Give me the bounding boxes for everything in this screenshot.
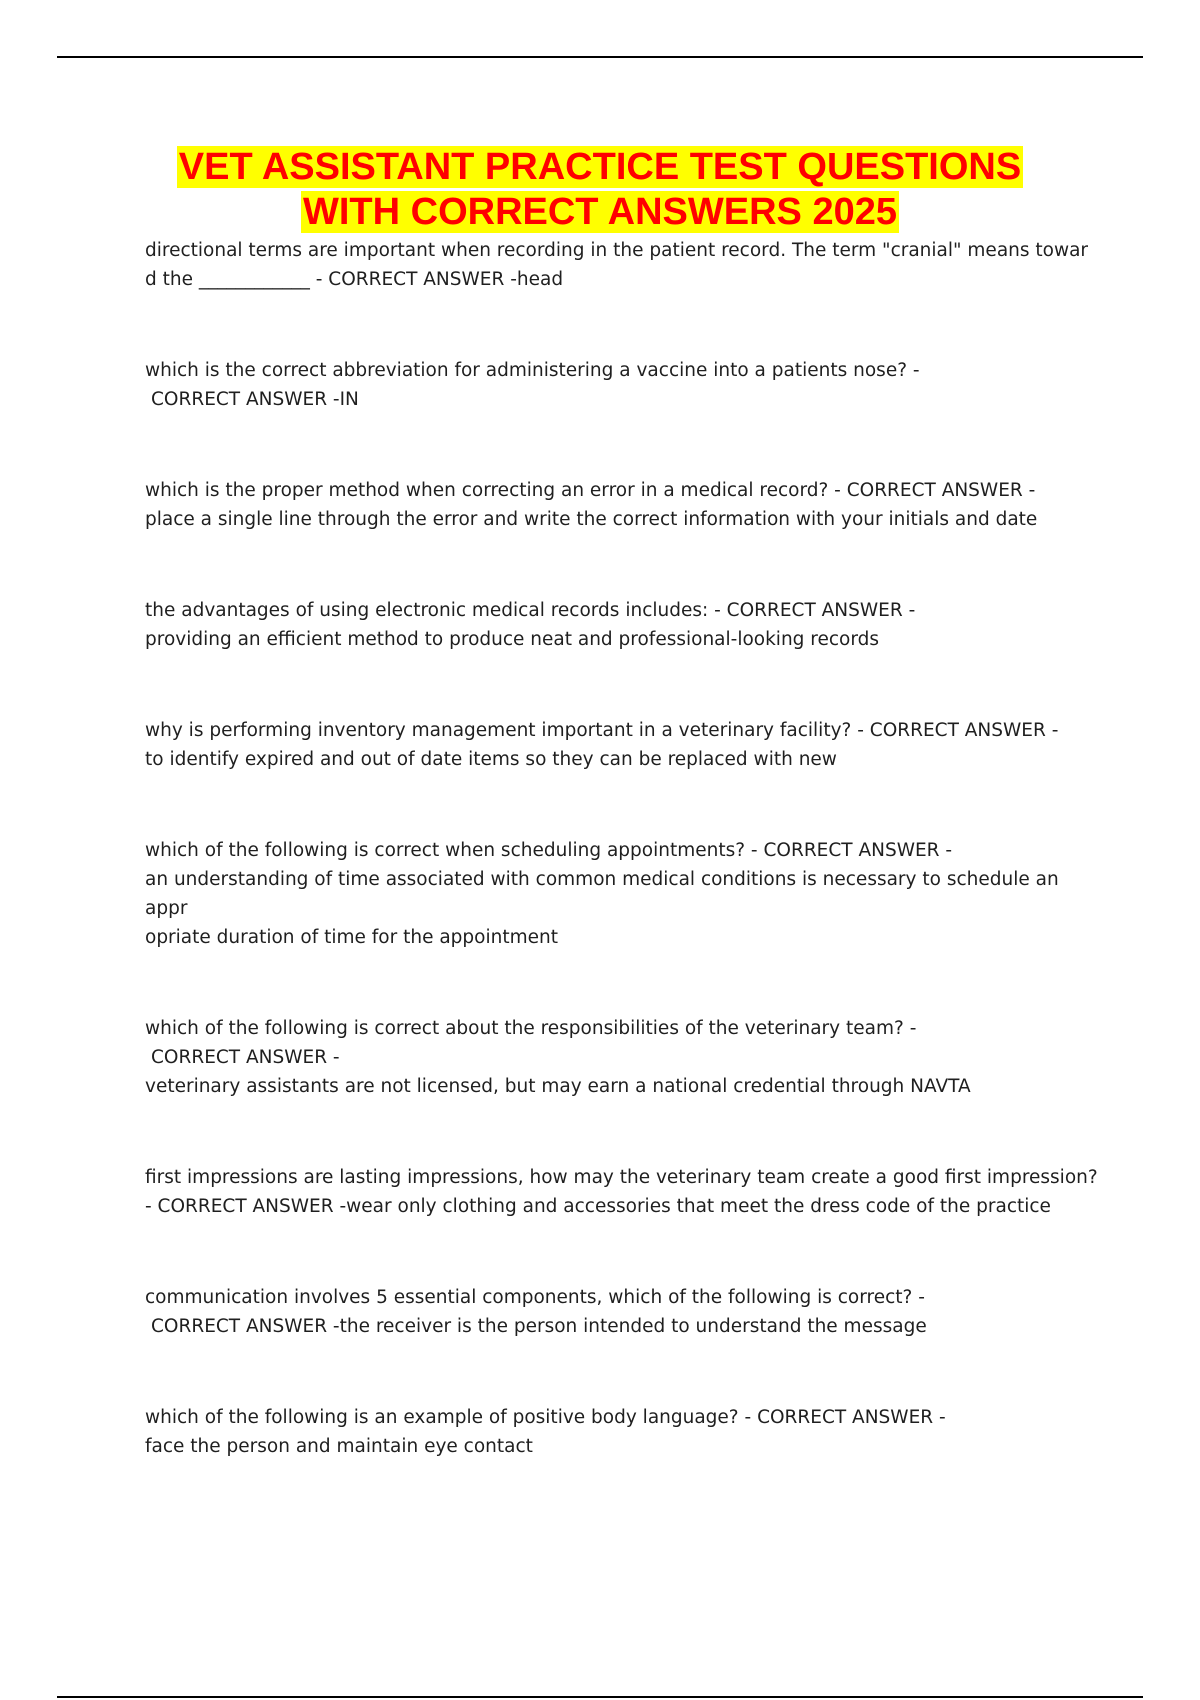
qa-line: opriate duration of time for the appointment — [145, 927, 558, 948]
qa-line: face the person and maintain eye contact — [145, 1436, 533, 1457]
qa-line: which is the proper method when correcting an error in a medical record? - CORRECT ANSWER - — [145, 480, 1036, 501]
qa-line: directional terms are important when recording in the patient record. The term "cranial" means towar — [145, 240, 1089, 261]
top-rule — [57, 56, 1143, 58]
qa-item — [145, 716, 1105, 774]
title-line-1: VET ASSISTANT PRACTICE TEST QUESTIONS — [178, 146, 1022, 188]
title-line-2: WITH CORRECT ANSWERS 2025 — [303, 191, 897, 233]
qa-item — [145, 596, 1105, 654]
qa-line: CORRECT ANSWER - — [151, 1047, 340, 1068]
qa-item — [145, 476, 1105, 534]
bottom-rule — [57, 1696, 1143, 1698]
qa-line: an understanding of time associated with common medical conditions is necessary to schedule an appr — [145, 869, 1059, 919]
qa-line: veterinary assistants are not licensed, but may earn a national credential through NAVTA — [145, 1076, 971, 1097]
qa-line: - CORRECT ANSWER -wear only clothing and accessories that meet the dress code of the practice — [145, 1196, 1051, 1217]
qa-item — [145, 1403, 1105, 1461]
qa-line: which is the correct abbreviation for administering a vaccine into a patients nose? - — [145, 360, 920, 381]
qa-line: the advantages of using electronic medical records includes: - CORRECT ANSWER - — [145, 600, 916, 621]
qa-line: why is performing inventory management important in a veterinary facility? - CORRECT ANSWER - — [145, 720, 1059, 741]
qa-line: first impressions are lasting impressions, how may the veterinary team create a good first impression? — [145, 1167, 1098, 1188]
qa-item — [145, 1014, 1105, 1101]
qa-line: CORRECT ANSWER -IN — [151, 389, 359, 410]
qa-line: place a single line through the error and write the correct information with your initials and date — [145, 509, 1038, 530]
qa-line: d the ____________ - CORRECT ANSWER -head — [145, 269, 564, 290]
qa-item — [145, 1163, 1105, 1221]
qa-line: CORRECT ANSWER -the receiver is the person intended to understand the message — [151, 1316, 927, 1337]
qa-line: to identify expired and out of date items so they can be replaced with new — [145, 749, 837, 770]
qa-item — [145, 836, 1105, 952]
qa-line: which of the following is correct about the responsibilities of the veterinary team? - — [145, 1018, 917, 1039]
qa-line: communication involves 5 essential components, which of the following is correct? - — [145, 1287, 925, 1308]
qa-item — [145, 356, 1105, 414]
qa-line: which of the following is correct when scheduling appointments? - CORRECT ANSWER - — [145, 840, 953, 861]
qa-list — [145, 236, 1105, 1523]
qa-line: which of the following is an example of positive body language? - CORRECT ANSWER - — [145, 1407, 946, 1428]
document-title — [60, 145, 1140, 235]
qa-item — [145, 1283, 1105, 1341]
qa-line: providing an efficient method to produce neat and professional-looking records — [145, 629, 880, 650]
qa-item — [145, 236, 1105, 294]
